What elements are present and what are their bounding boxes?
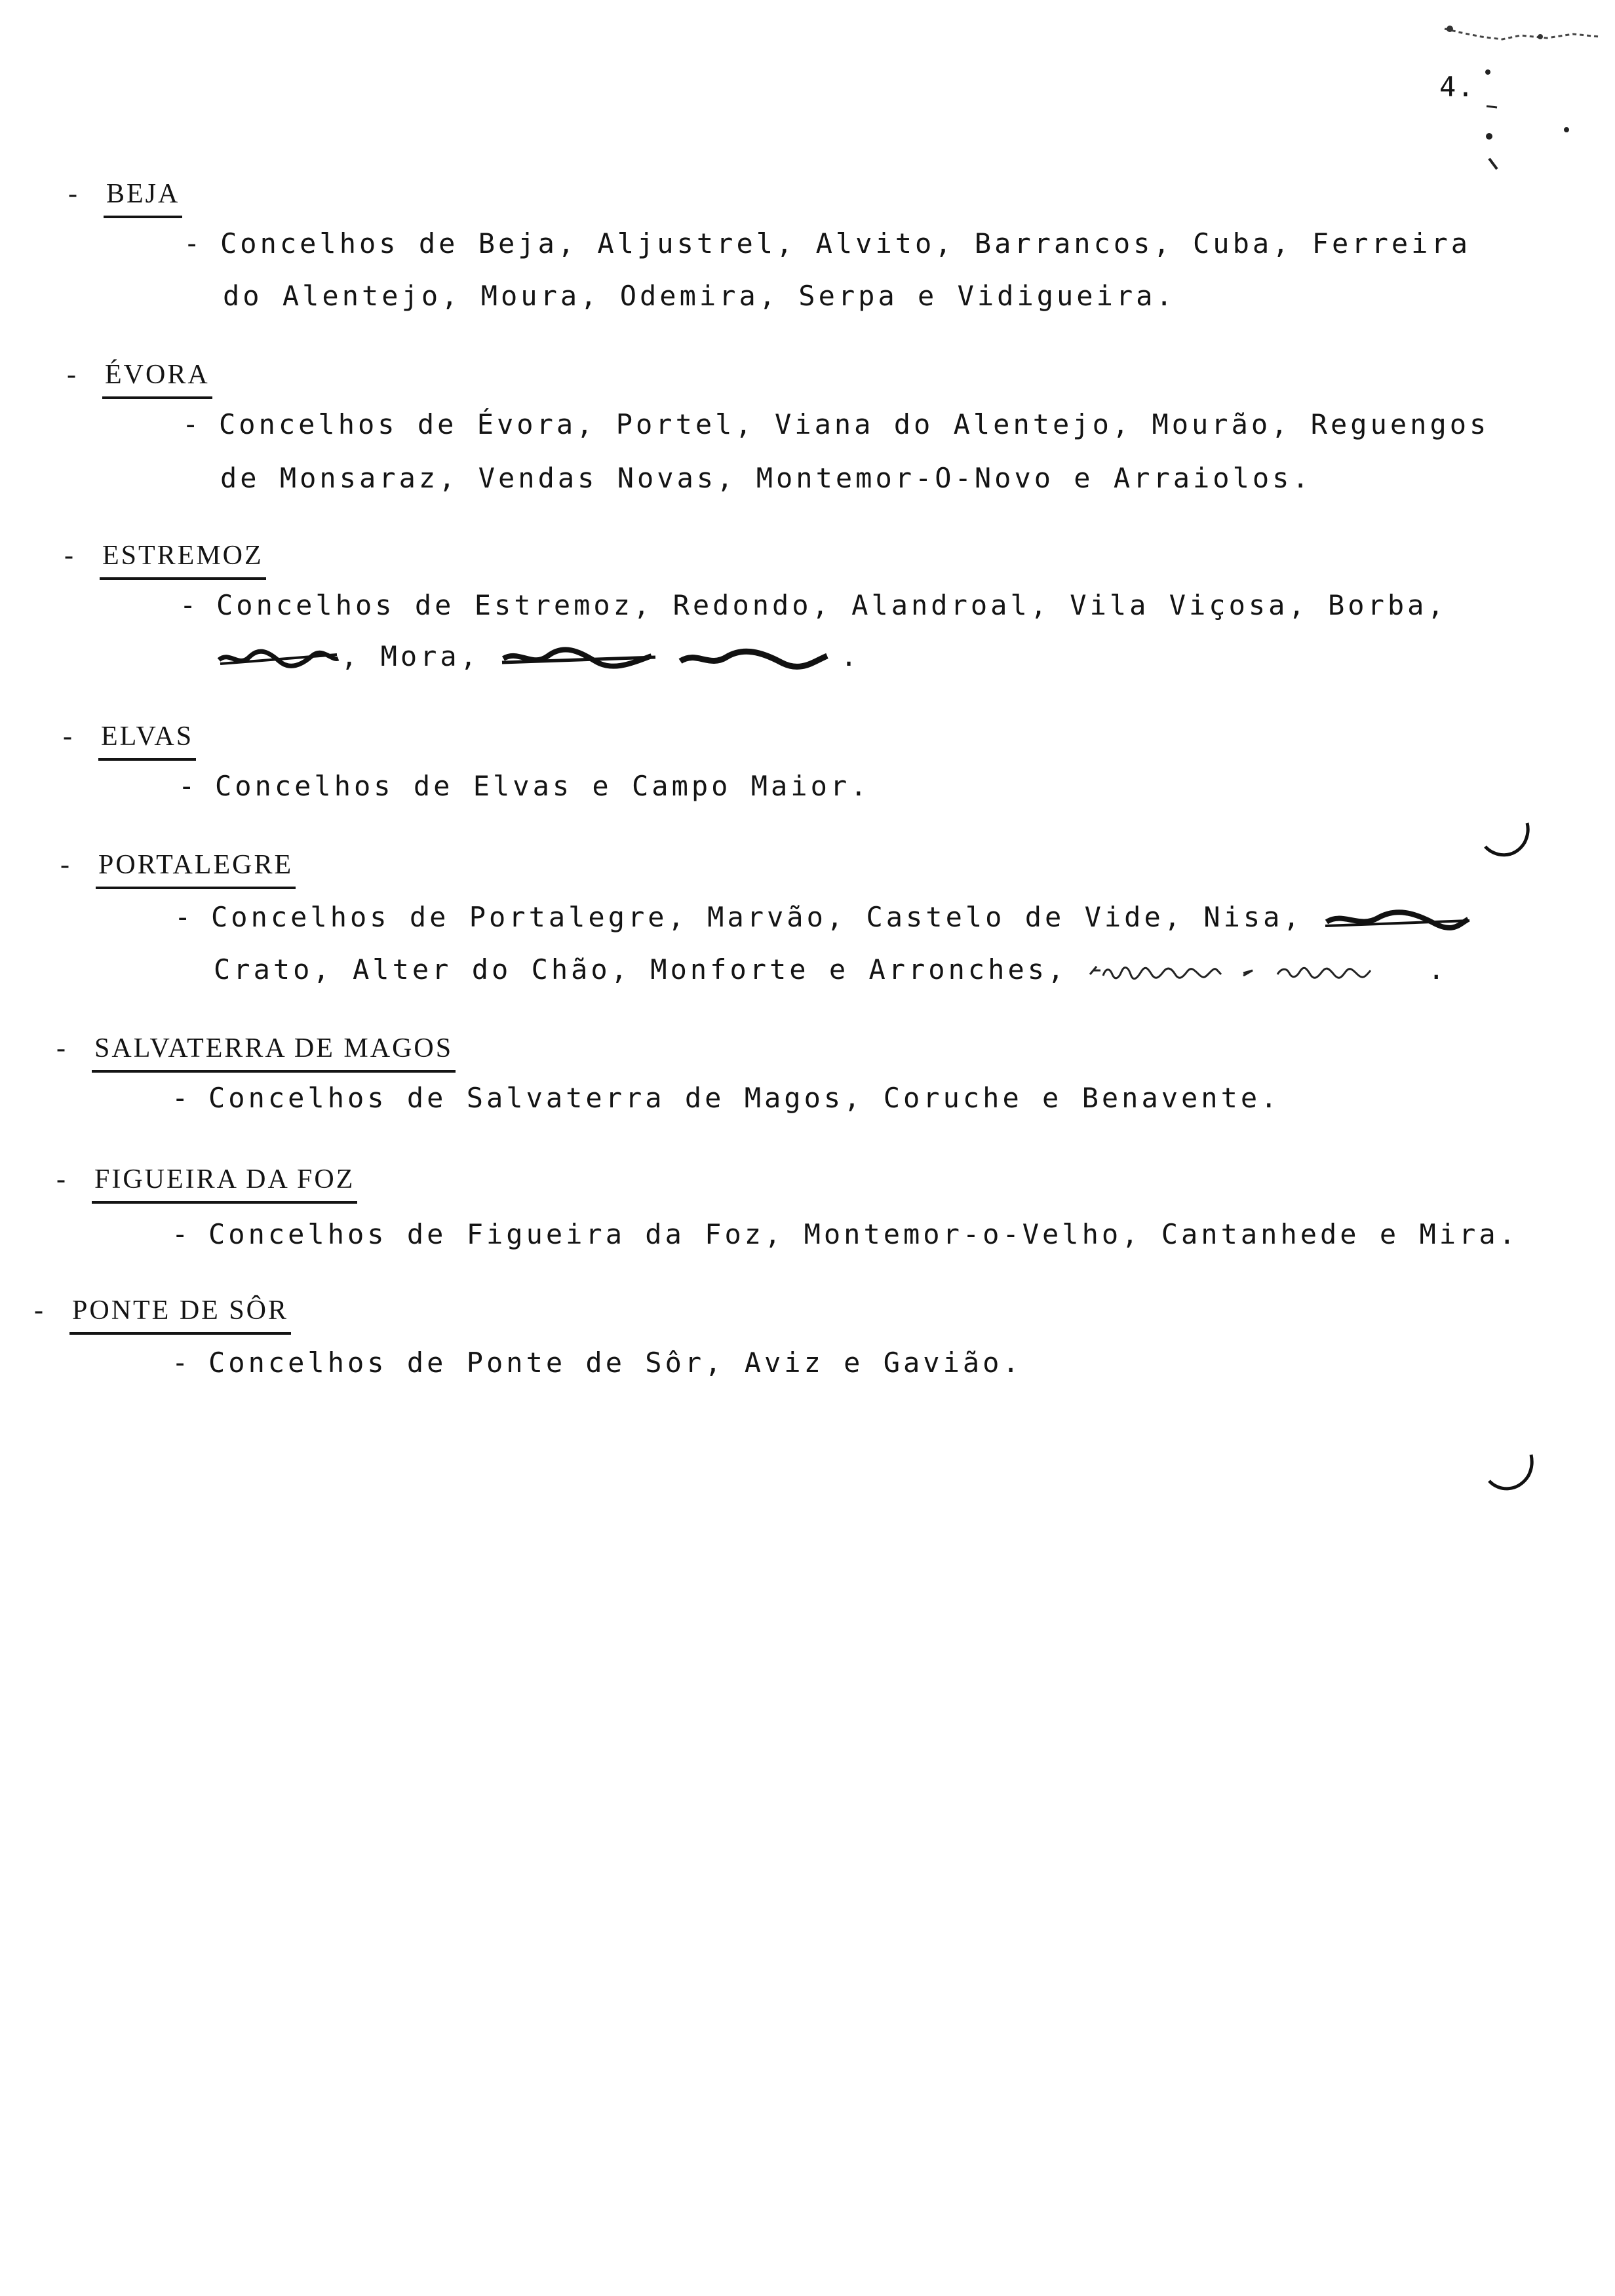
section-heading: - PONTE DE SÔR — [34, 1292, 288, 1333]
line-text: Concelhos de Portalegre, Marvão, Castelo de Vide, Nisa, — [211, 901, 1303, 933]
line-text: Concelhos de Évora, Portel, Viana do Alentejo, Mourão, Reguengos — [219, 408, 1490, 440]
concelhos-line: - Concelhos de Elvas e Campo Maior. — [178, 770, 870, 802]
heading-estremoz: ESTREMOZ — [102, 537, 263, 578]
line-text: de Monsaraz, Vendas Novas, Montemor-O-Novo e Arraiolos. — [220, 462, 1312, 494]
concelhos-line — [223, 278, 1176, 315]
concelhos-line: - Concelhos de Estremoz, Redondo, Alandroal, Vila Viçosa, Borba, — [180, 589, 1447, 621]
section-heading: - ESTREMOZ — [64, 537, 263, 578]
line-text: Concelhos de Ponte de Sôr, Aviz e Gavião. — [208, 1347, 1022, 1379]
section-heading: - SALVATERRA DE MAGOS — [56, 1030, 453, 1071]
concelhos-line — [220, 460, 1312, 497]
stamp-mark — [1442, 20, 1606, 52]
section-heading: - ELVAS — [63, 718, 193, 759]
section-heading: - BEJA — [68, 176, 180, 216]
concelhos-line: - Concelhos de Ponte de Sôr, Aviz e Gavião. — [172, 1347, 1022, 1379]
margin-marks — [1475, 66, 1580, 183]
strikethrough-scribble — [499, 644, 840, 673]
line-text: Concelhos de Figueira da Foz, Montemor-o-Velho, Cantanhede e Mira. — [208, 1218, 1519, 1250]
heading-salvaterra-de-magos: SALVATERRA DE MAGOS — [94, 1030, 453, 1071]
section-heading: - FIGUEIRA DA FOZ — [56, 1161, 355, 1202]
concelhos-line: - Concelhos de Beja, Aljustrel, Alvito, Barrancos, Cuba, Ferreira — [184, 227, 1471, 259]
line-text: . — [840, 640, 861, 672]
strikethrough-scribble — [1323, 906, 1473, 932]
line-text: Concelhos de Beja, Aljustrel, Alvito, Barrancos, Cuba, Ferreira — [220, 227, 1471, 259]
strikethrough-scribble — [216, 645, 341, 672]
section-heading: - PORTALEGRE — [60, 847, 293, 887]
concelhos-line: - Concelhos de Salvaterra de Magos, Coruche e Benavente. — [172, 1082, 1281, 1114]
line-text: Concelhos de Elvas e Campo Maior. — [215, 770, 870, 802]
check-mark — [1485, 1451, 1538, 1503]
line-text: do Alentejo, Moura, Odemira, Serpa e Vidigueira. — [223, 280, 1176, 312]
line-text: Concelhos de Estremoz, Redondo, Alandroal, Vila Viçosa, Borba, — [216, 589, 1447, 621]
line-text: Crato, Alter do Chão, Monforte e Arronches, — [214, 953, 1068, 985]
concelhos-line: - Concelhos de Portalegre, Marvão, Castelo de Vide, Nisa, — [174, 899, 1473, 936]
heading-evora: ÉVORA — [105, 356, 210, 397]
concelhos-line — [214, 951, 1448, 988]
handwritten-note — [1087, 959, 1428, 985]
concelhos-line: - Concelhos de Évora, Portel, Viana do Alentejo, Mourão, Reguengos — [182, 408, 1490, 440]
line-text: Concelhos de Salvaterra de Magos, Coruche e Benavente. — [208, 1082, 1281, 1114]
page-number: 4. — [1439, 71, 1475, 103]
concelhos-line: - Concelhos de Figueira da Foz, Montemor-o-Velho, Cantanhede e Mira. — [172, 1218, 1519, 1250]
line-text: . — [1428, 953, 1448, 985]
heading-ponte-de-sor: PONTE DE SÔR — [72, 1292, 288, 1333]
heading-beja: BEJA — [106, 176, 180, 216]
heading-figueira-da-foz: FIGUEIRA DA FOZ — [94, 1161, 355, 1202]
line-text: , Mora, — [341, 640, 480, 672]
concelhos-line — [216, 638, 861, 675]
section-heading: - ÉVORA — [67, 356, 210, 397]
heading-elvas: ELVAS — [101, 718, 193, 759]
check-mark — [1481, 819, 1534, 871]
heading-portalegre: PORTALEGRE — [98, 847, 293, 887]
